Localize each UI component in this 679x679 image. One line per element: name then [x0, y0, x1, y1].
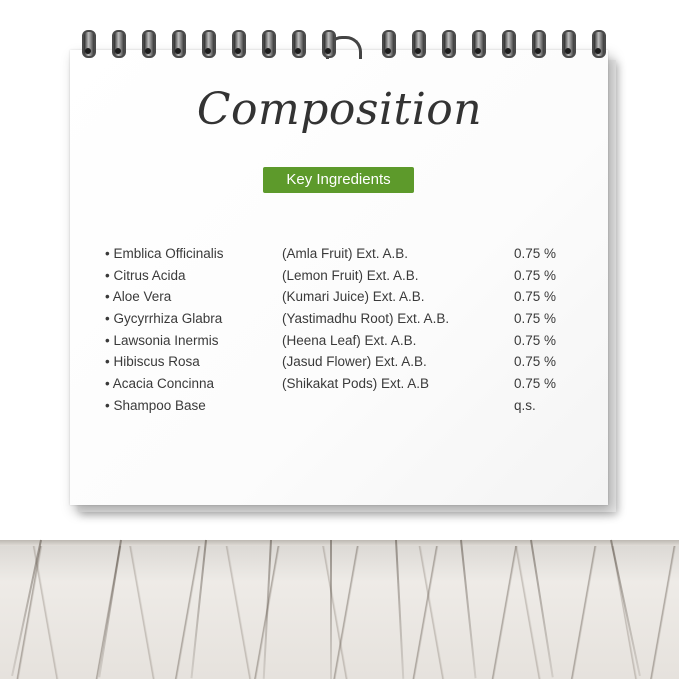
binding-ring [382, 30, 396, 58]
page-title: Composition [196, 84, 483, 135]
wood-plank-seam [330, 540, 332, 679]
ingredient-part: (Kumari Juice) Ext. A.B. [282, 289, 425, 305]
binding-ring [202, 30, 216, 58]
ingredient-name: • Aloe Vera [105, 289, 172, 305]
binding-ring [592, 30, 606, 58]
ingredient-name: • Citrus Acida [105, 267, 186, 283]
ingredient-name: • Acacia Concinna [105, 376, 215, 392]
ingredient-amount: q.s. [514, 397, 536, 413]
ingredient-part: (Lemon Fruit) Ext. A.B. [282, 267, 419, 283]
binding-ring [442, 30, 456, 58]
binding-ring [322, 30, 336, 58]
ingredients-list [105, 246, 585, 420]
ingredient-part: (Shikakat Pods) Ext. A.B [282, 376, 430, 392]
binding-ring [172, 30, 186, 58]
binding-ring [292, 30, 306, 58]
binding-ring [262, 30, 276, 58]
table-edge [0, 540, 679, 546]
ingredient-amount: 0.75 % [514, 311, 557, 327]
ingredient-part: (Yastimadhu Root) Ext. A.B. [282, 311, 450, 327]
binding-ring [532, 30, 546, 58]
list-item [105, 333, 585, 355]
list-item [105, 376, 585, 398]
ingredient-amount: 0.75 % [514, 354, 557, 370]
ingredient-name: • Shampoo Base [105, 397, 206, 413]
binding-ring [562, 30, 576, 58]
ingredient-amount: 0.75 % [514, 332, 557, 348]
ingredient-name: • Lawsonia Inermis [105, 332, 219, 348]
key-ingredients-badge: Key Ingredients [263, 167, 414, 193]
spiral-binding [72, 30, 608, 64]
list-item [105, 246, 585, 268]
ingredient-name: • Emblica Officinalis [105, 246, 224, 261]
binding-ring [232, 30, 246, 58]
list-item [105, 311, 585, 333]
ingredient-name: • Gycyrrhiza Glabra [105, 311, 223, 327]
ingredient-part: (Jasud Flower) Ext. A.B. [282, 354, 427, 370]
ingredient-amount: 0.75 % [514, 376, 557, 392]
binding-ring [502, 30, 516, 58]
binding-ring [142, 30, 156, 58]
ingredient-amount: 0.75 % [514, 246, 557, 261]
list-item [105, 354, 585, 376]
binding-ring [112, 30, 126, 58]
ingredient-part: (Heena Leaf) Ext. A.B. [282, 332, 417, 348]
ingredient-part: (Amla Fruit) Ext. A.B. [282, 246, 409, 261]
list-item [105, 268, 585, 290]
ingredient-amount: 0.75 % [514, 267, 557, 283]
ingredient-amount: 0.75 % [514, 289, 557, 305]
binding-ring [412, 30, 426, 58]
ingredient-name: • Hibiscus Rosa [105, 354, 200, 370]
list-item [105, 398, 585, 420]
binding-ring [82, 30, 96, 58]
list-item [105, 289, 585, 311]
binding-ring [472, 30, 486, 58]
